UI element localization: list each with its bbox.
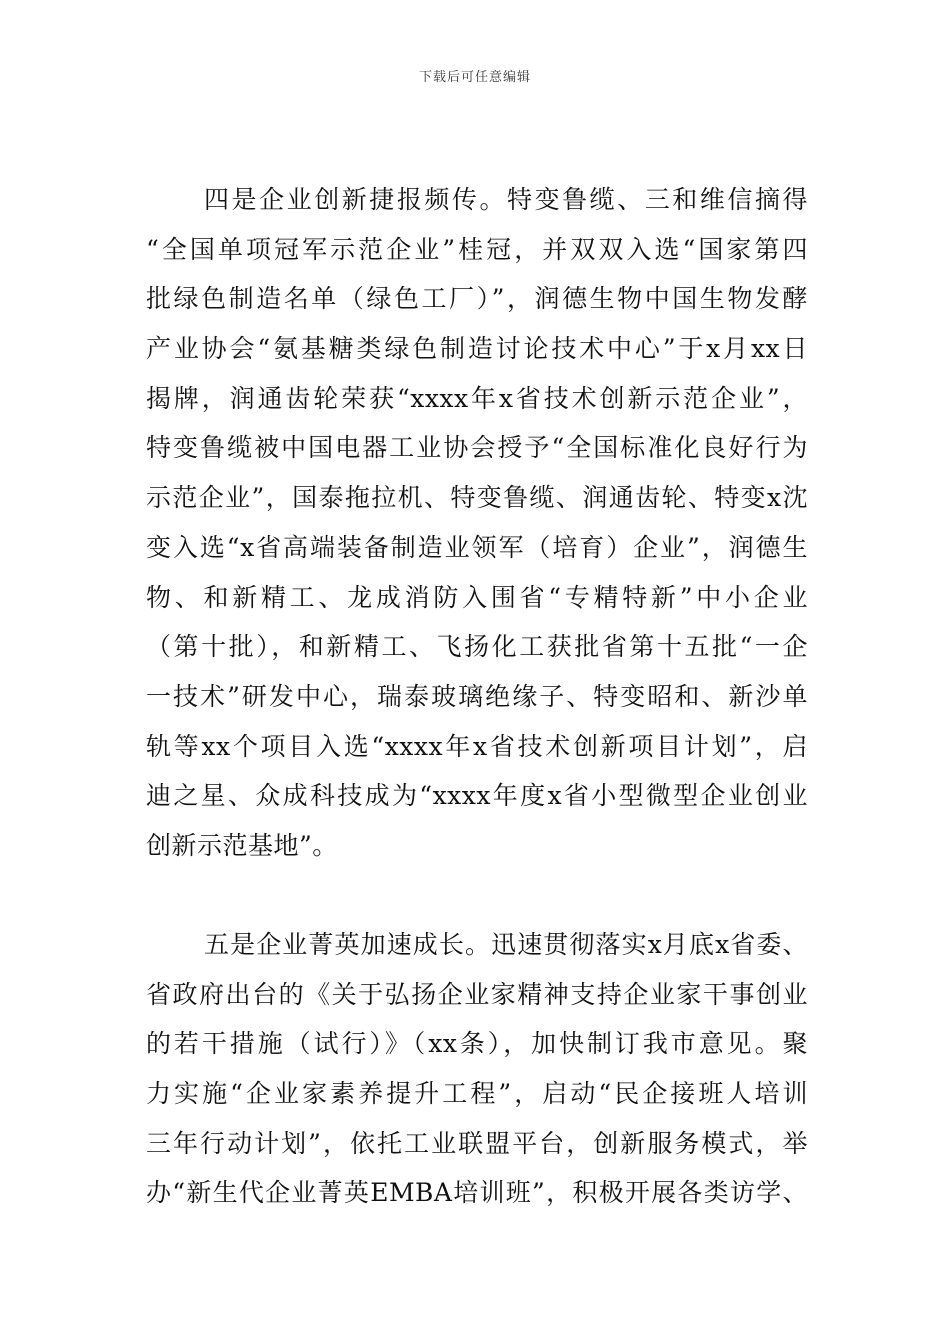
text-line: 揭牌，润通齿轮荣获“xxxx年x省技术创新示范企业”， (146, 383, 808, 413)
text-line: “全国单项冠军示范企业”桂冠，并双双入选“国家第四 (146, 234, 808, 264)
text-line: 物、和新精工、龙成消防入围省“专精特新”中小企业 (146, 582, 808, 612)
text-line: 三年行动计划”，依托工业联盟平台，创新服务模式，举 (146, 1128, 808, 1158)
text-line: 批绿色制造名单（绿色工厂）”，润德生物中国生物发酵 (146, 284, 808, 314)
text-line: 变入选“x省高端装备制造业领军（培育）企业”，润德生 (146, 532, 808, 562)
text-line: 五是企业菁英加速成长。迅速贯彻落实x月底x省委、 (204, 930, 808, 959)
page-header: 下载后可任意编辑 (418, 70, 531, 85)
text-line: （第十批），和新精工、飞扬化工获批省第十五批“一企 (146, 632, 808, 662)
text-line: 特变鲁缆被中国电器工业协会授予“全国标准化良好行为 (146, 433, 808, 463)
text-line: 力实施“企业家素养提升工程”，启动“民企接班人培训 (146, 1079, 808, 1109)
text-line: 迪之星、众成科技成为“xxxx年度x省小型微型企业创业 (146, 781, 808, 811)
text-line: 四是企业创新捷报频传。特变鲁缆、三和维信摘得 (204, 185, 808, 214)
text-line: 示范企业”，国泰拖拉机、特变鲁缆、润通齿轮、特变x沈 (146, 483, 808, 513)
text-line: 的若干措施（试行）》（xx条），加快制订我市意见。聚 (146, 1029, 808, 1059)
text-line: 一技术”研发中心，瑞泰玻璃绝缘子、特变昭和、新沙单 (146, 681, 808, 711)
paragraph-talent (146, 920, 808, 1218)
paragraph-innovation (146, 175, 808, 871)
text-line: 办“新生代企业菁英EMBA培训班”，积极开展各类访学、 (146, 1178, 808, 1208)
text-line: 产业协会“氨基糖类绿色制造讨论技术中心”于x月xx日 (146, 334, 808, 364)
text-line: 创新示范基地”。 (146, 830, 338, 860)
text-line: 轨等xx个项目入选“xxxx年x省技术创新项目计划”，启 (146, 731, 808, 761)
text-line: 省政府出台的《关于弘扬企业家精神支持企业家干事创业 (146, 979, 808, 1009)
